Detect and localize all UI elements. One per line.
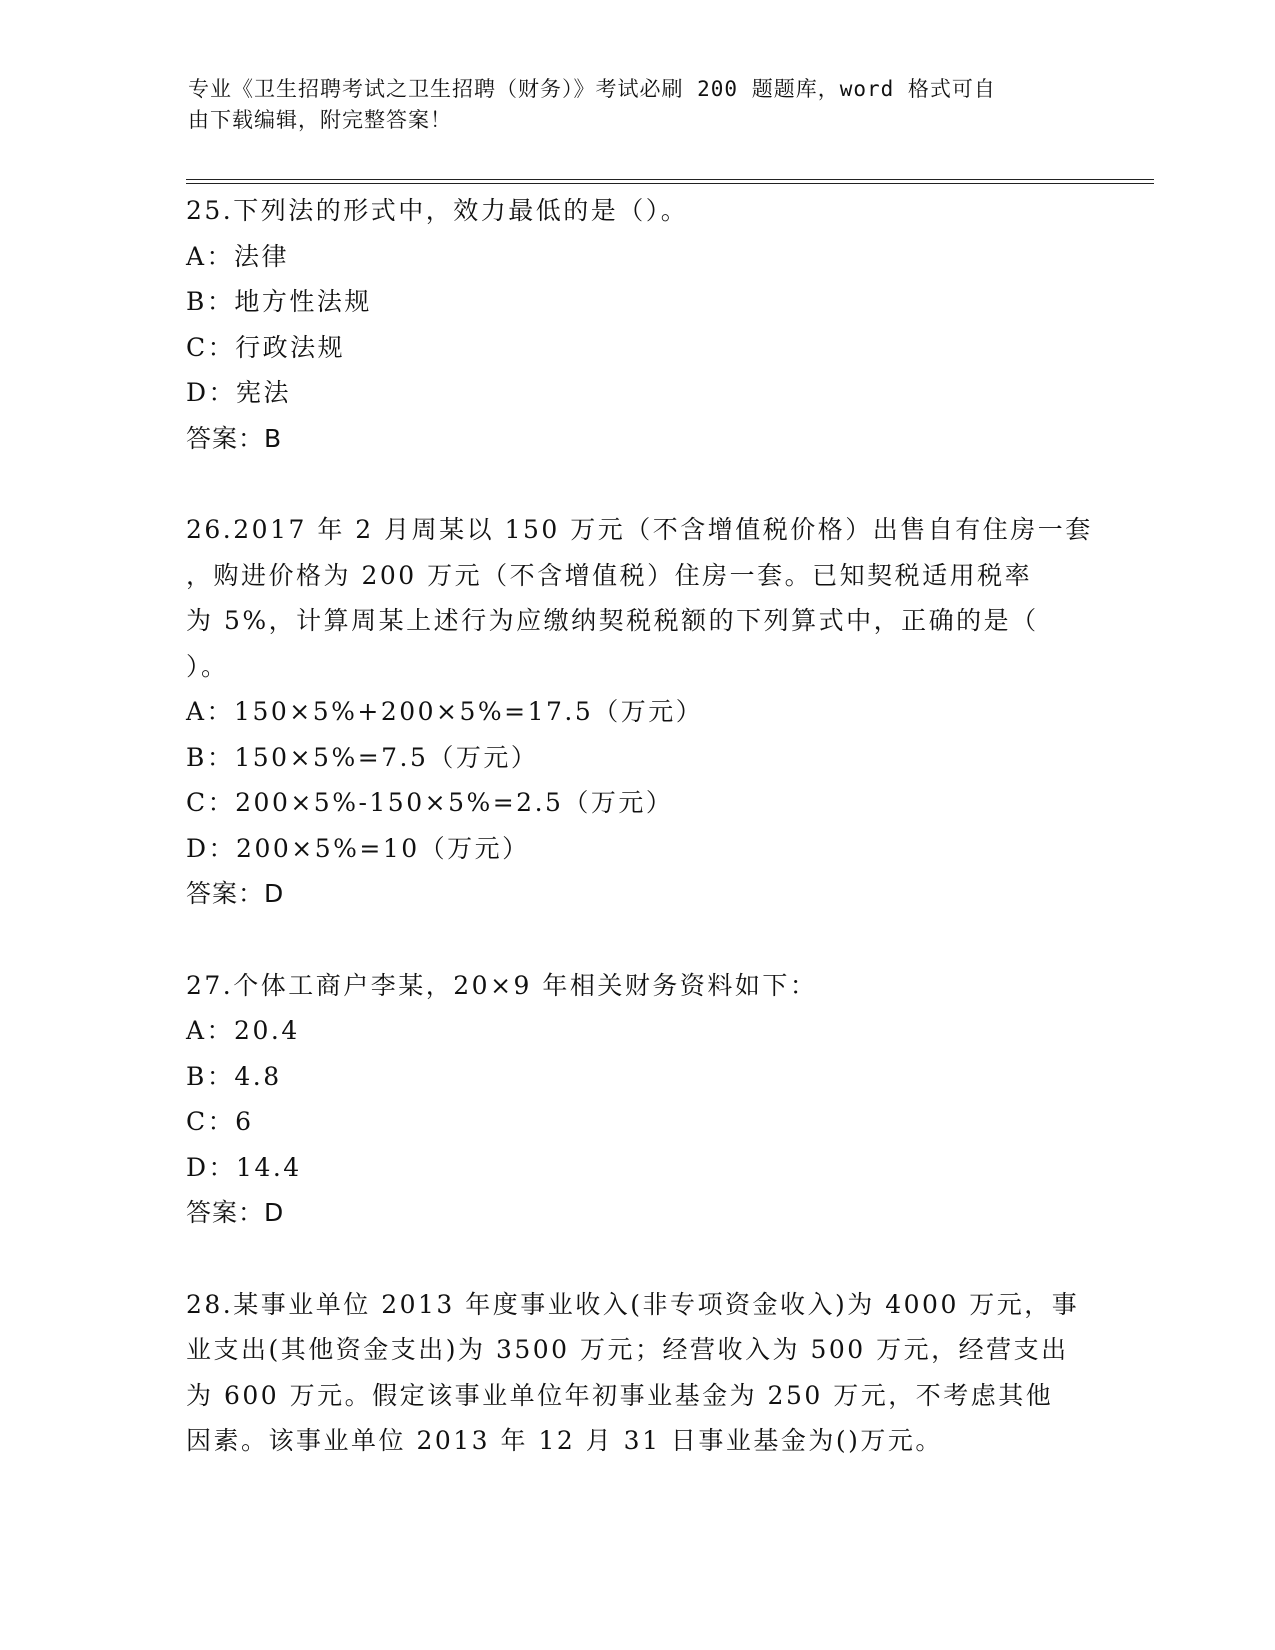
option-c: C：200×5%-150×5%=2.5（万元）	[186, 788, 674, 817]
question-spacer	[186, 461, 1086, 507]
question-26	[186, 507, 1093, 917]
answer-label: 答案：D	[186, 879, 285, 908]
question-stem: 27.个体工商户李某，20×9 年相关财务资料如下：	[186, 970, 818, 1000]
question-27	[186, 963, 1086, 1236]
option-d: D：14.4	[186, 1152, 302, 1182]
option-b: B：150×5%=7.5（万元）	[186, 742, 539, 772]
option-a: A：20.4	[186, 1016, 300, 1045]
option-c: C：6	[186, 1107, 254, 1136]
option-d: D：200×5%=10（万元）	[186, 833, 530, 863]
question-stem: ，购进价格为 200 万元（不含增值税）住房一套。已知契税适用税率	[186, 560, 1033, 590]
question-28	[186, 1282, 1086, 1464]
header-divider-bottom	[186, 183, 1154, 184]
question-stem: 25.下列法的形式中，效力最低的是（）。	[186, 196, 689, 225]
question-25	[186, 188, 1086, 461]
question-stem: 26.2017 年 2 月周某以 150 万元（不含增值税价格）出售自有住房一套	[186, 515, 1093, 544]
question-stem: 业支出(其他资金支出)为 3500 万元；经营收入为 500 万元，经营支出	[186, 1335, 1069, 1364]
option-b: B：4.8	[186, 1061, 282, 1091]
option-a: A：150×5%+200×5%=17.5（万元）	[186, 697, 704, 726]
question-list	[186, 188, 1093, 1464]
document-header	[188, 74, 1068, 136]
option-a: A：法律	[186, 241, 290, 271]
option-d: D：宪法	[186, 378, 292, 407]
option-b: B：地方性法规	[186, 287, 372, 316]
question-stem: 为 600 万元。假定该事业单位年初事业基金为 250 万元，不考虑其他	[186, 1380, 1054, 1410]
question-stem: 因素。该事业单位 2013 年 12 月 31 日事业基金为()万元。	[186, 1426, 943, 1455]
question-stem: ）。	[186, 651, 229, 681]
question-spacer	[186, 1236, 1086, 1282]
question-stem: 28.某事业单位 2013 年度事业收入(非专项资金收入)为 4000 万元，事	[186, 1289, 1080, 1319]
answer-label: 答案：D	[186, 1198, 285, 1227]
option-c: C：行政法规	[186, 332, 346, 362]
header-divider-top	[186, 179, 1154, 180]
header-line-2: 由下载编辑，附完整答案！	[188, 108, 452, 132]
answer-label: 答案：B	[186, 423, 283, 453]
question-spacer	[186, 917, 1086, 963]
question-stem: 为 5%，计算周某上述行为应缴纳契税税额的下列算式中，正确的是（	[186, 606, 1039, 635]
header-line-1: 专业《卫生招聘考试之卫生招聘（财务）》考试必刷 200 题题库，word 格式可自	[188, 77, 996, 101]
